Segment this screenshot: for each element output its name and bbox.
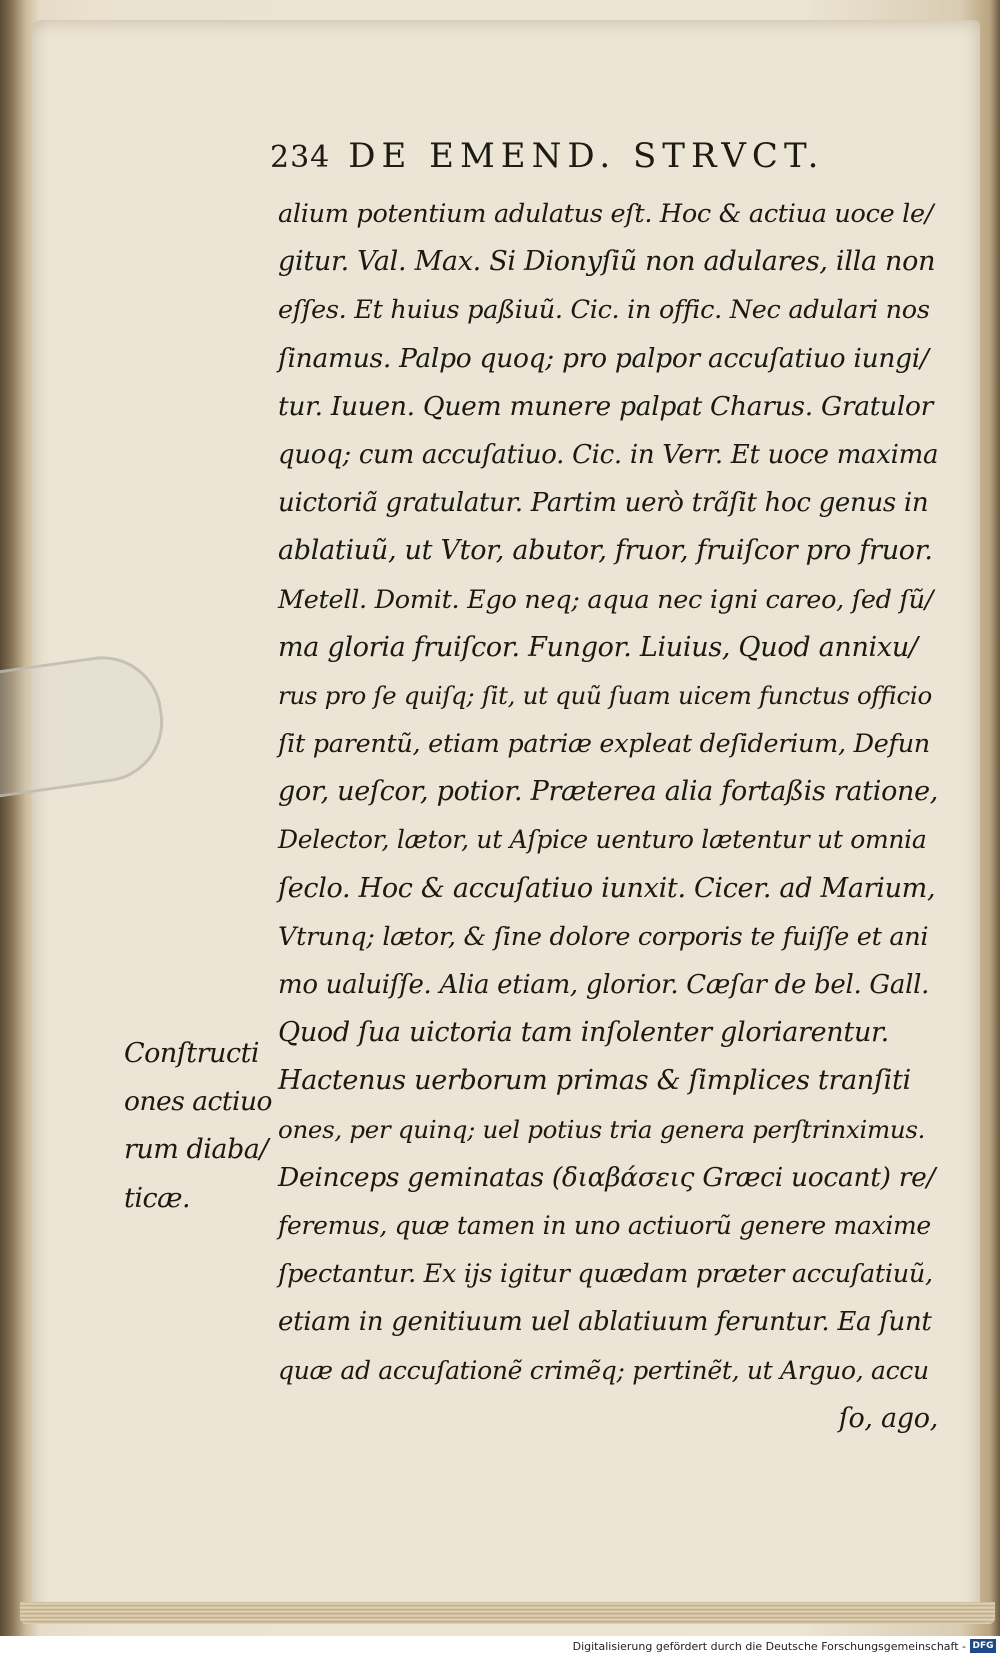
text-line: feremus, quæ tamen in uno actiuorũ genere maxime [278, 1210, 931, 1240]
marginal-note-line: rum diaba/ [124, 1134, 268, 1166]
text-line: alium potentium adulatus eſt. Hoc & actiua uoce le/ [278, 199, 934, 229]
text-line: ſinamus. Palpo quoq; pro palpor accuſatiuo iungi/ [278, 342, 929, 374]
running-head-title: DE EMEND. STRVCT. [348, 136, 825, 176]
text-line: Vtrunq; lætor, & ſine dolore corporis te fuiſſe et ani [278, 921, 929, 952]
text-line: ablatiuũ, ut Vtor, abutor, fruor, fruiſcor pro fruor. [278, 535, 933, 567]
text-line: mo ualuiſſe. Alia etiam, glorior. Cæſar de bel. Gall. [278, 970, 930, 1000]
marginal-note-line: ones actiuo [124, 1086, 273, 1118]
text-line: ma gloria fruiſcor. Fungor. Liuius, Quod annixu/ [278, 631, 918, 663]
text-line: Quod ſua uictoria tam inſolenter gloriarentur. [278, 1017, 889, 1049]
text-line: Metell. Domit. Ego neq; aqua nec igni careo, ſed ſũ/ [278, 584, 934, 615]
text-line: ſit parentũ, etiam patriæ expleat deſiderium, Defun [278, 729, 930, 760]
text-line: quæ ad accuſationẽ crimẽq; pertinẽt, ut Arguo, accu [278, 1355, 929, 1385]
marginal-note-line: Conſtructi [124, 1038, 260, 1069]
text-line: ones, per quinq; uel potius tria genera perſtrinximus. [278, 1114, 926, 1144]
marginal-note [124, 1030, 274, 1223]
marginal-note-line: ticæ. [124, 1182, 191, 1214]
text-line: ſeclo. Hoc & accuſatiuo iunxit. Cicer. ad Marium, [278, 872, 936, 904]
text-line: uictoriã gratulatur. Partim uerò trãſit hoc genus in [278, 488, 929, 519]
text-line: tur. Iuuen. Quem munere palpat Charus. Gratulor [278, 390, 934, 422]
paragraph-start-line: Hactenus uerborum primas & ſimplices tranſiti [278, 1065, 911, 1097]
page-edges [20, 1602, 995, 1624]
page-number: 234 [270, 140, 331, 175]
text-line: rus pro ſe quiſq; ſit, ut quũ ſuam uicem functus officio [278, 680, 932, 710]
text-line: Delector, lætor, ut Aſpice uenturo lætentur ut omnia [278, 825, 927, 855]
text-line: quoq; cum accuſatiuo. Cic. in Verr. Et uoce maxima [278, 439, 939, 470]
text-line: eſſes. Et huius paßiuũ. Cic. in offic. Nec adulari nos [278, 295, 930, 326]
digitization-credit: Digitalisierung gefördert durch die Deutsche Forschungsgemeinschaft - [572, 1639, 966, 1653]
text-line: gor, ueſcor, potior. Præterea alia fortaßis ratione, [278, 776, 939, 808]
page-body [278, 190, 938, 1443]
text-line: etiam in genitiuum uel ablatiuum feruntur. Ea ſunt [278, 1307, 932, 1338]
digitization-footer [0, 1636, 1000, 1656]
running-header [270, 136, 910, 182]
text-line: Deinceps geminatas (διαβάσεις Græci uocant) re/ [278, 1161, 936, 1193]
text-line: ſpectantur. Ex ijs igitur quædam præter accuſatiuũ, [278, 1259, 933, 1290]
text-line: gitur. Val. Max. Si Dionyſiũ non adulares, illa non [278, 246, 936, 278]
dfg-logo-icon: DFG [970, 1639, 996, 1653]
catchword-line: ſo, ago, [838, 1402, 938, 1434]
